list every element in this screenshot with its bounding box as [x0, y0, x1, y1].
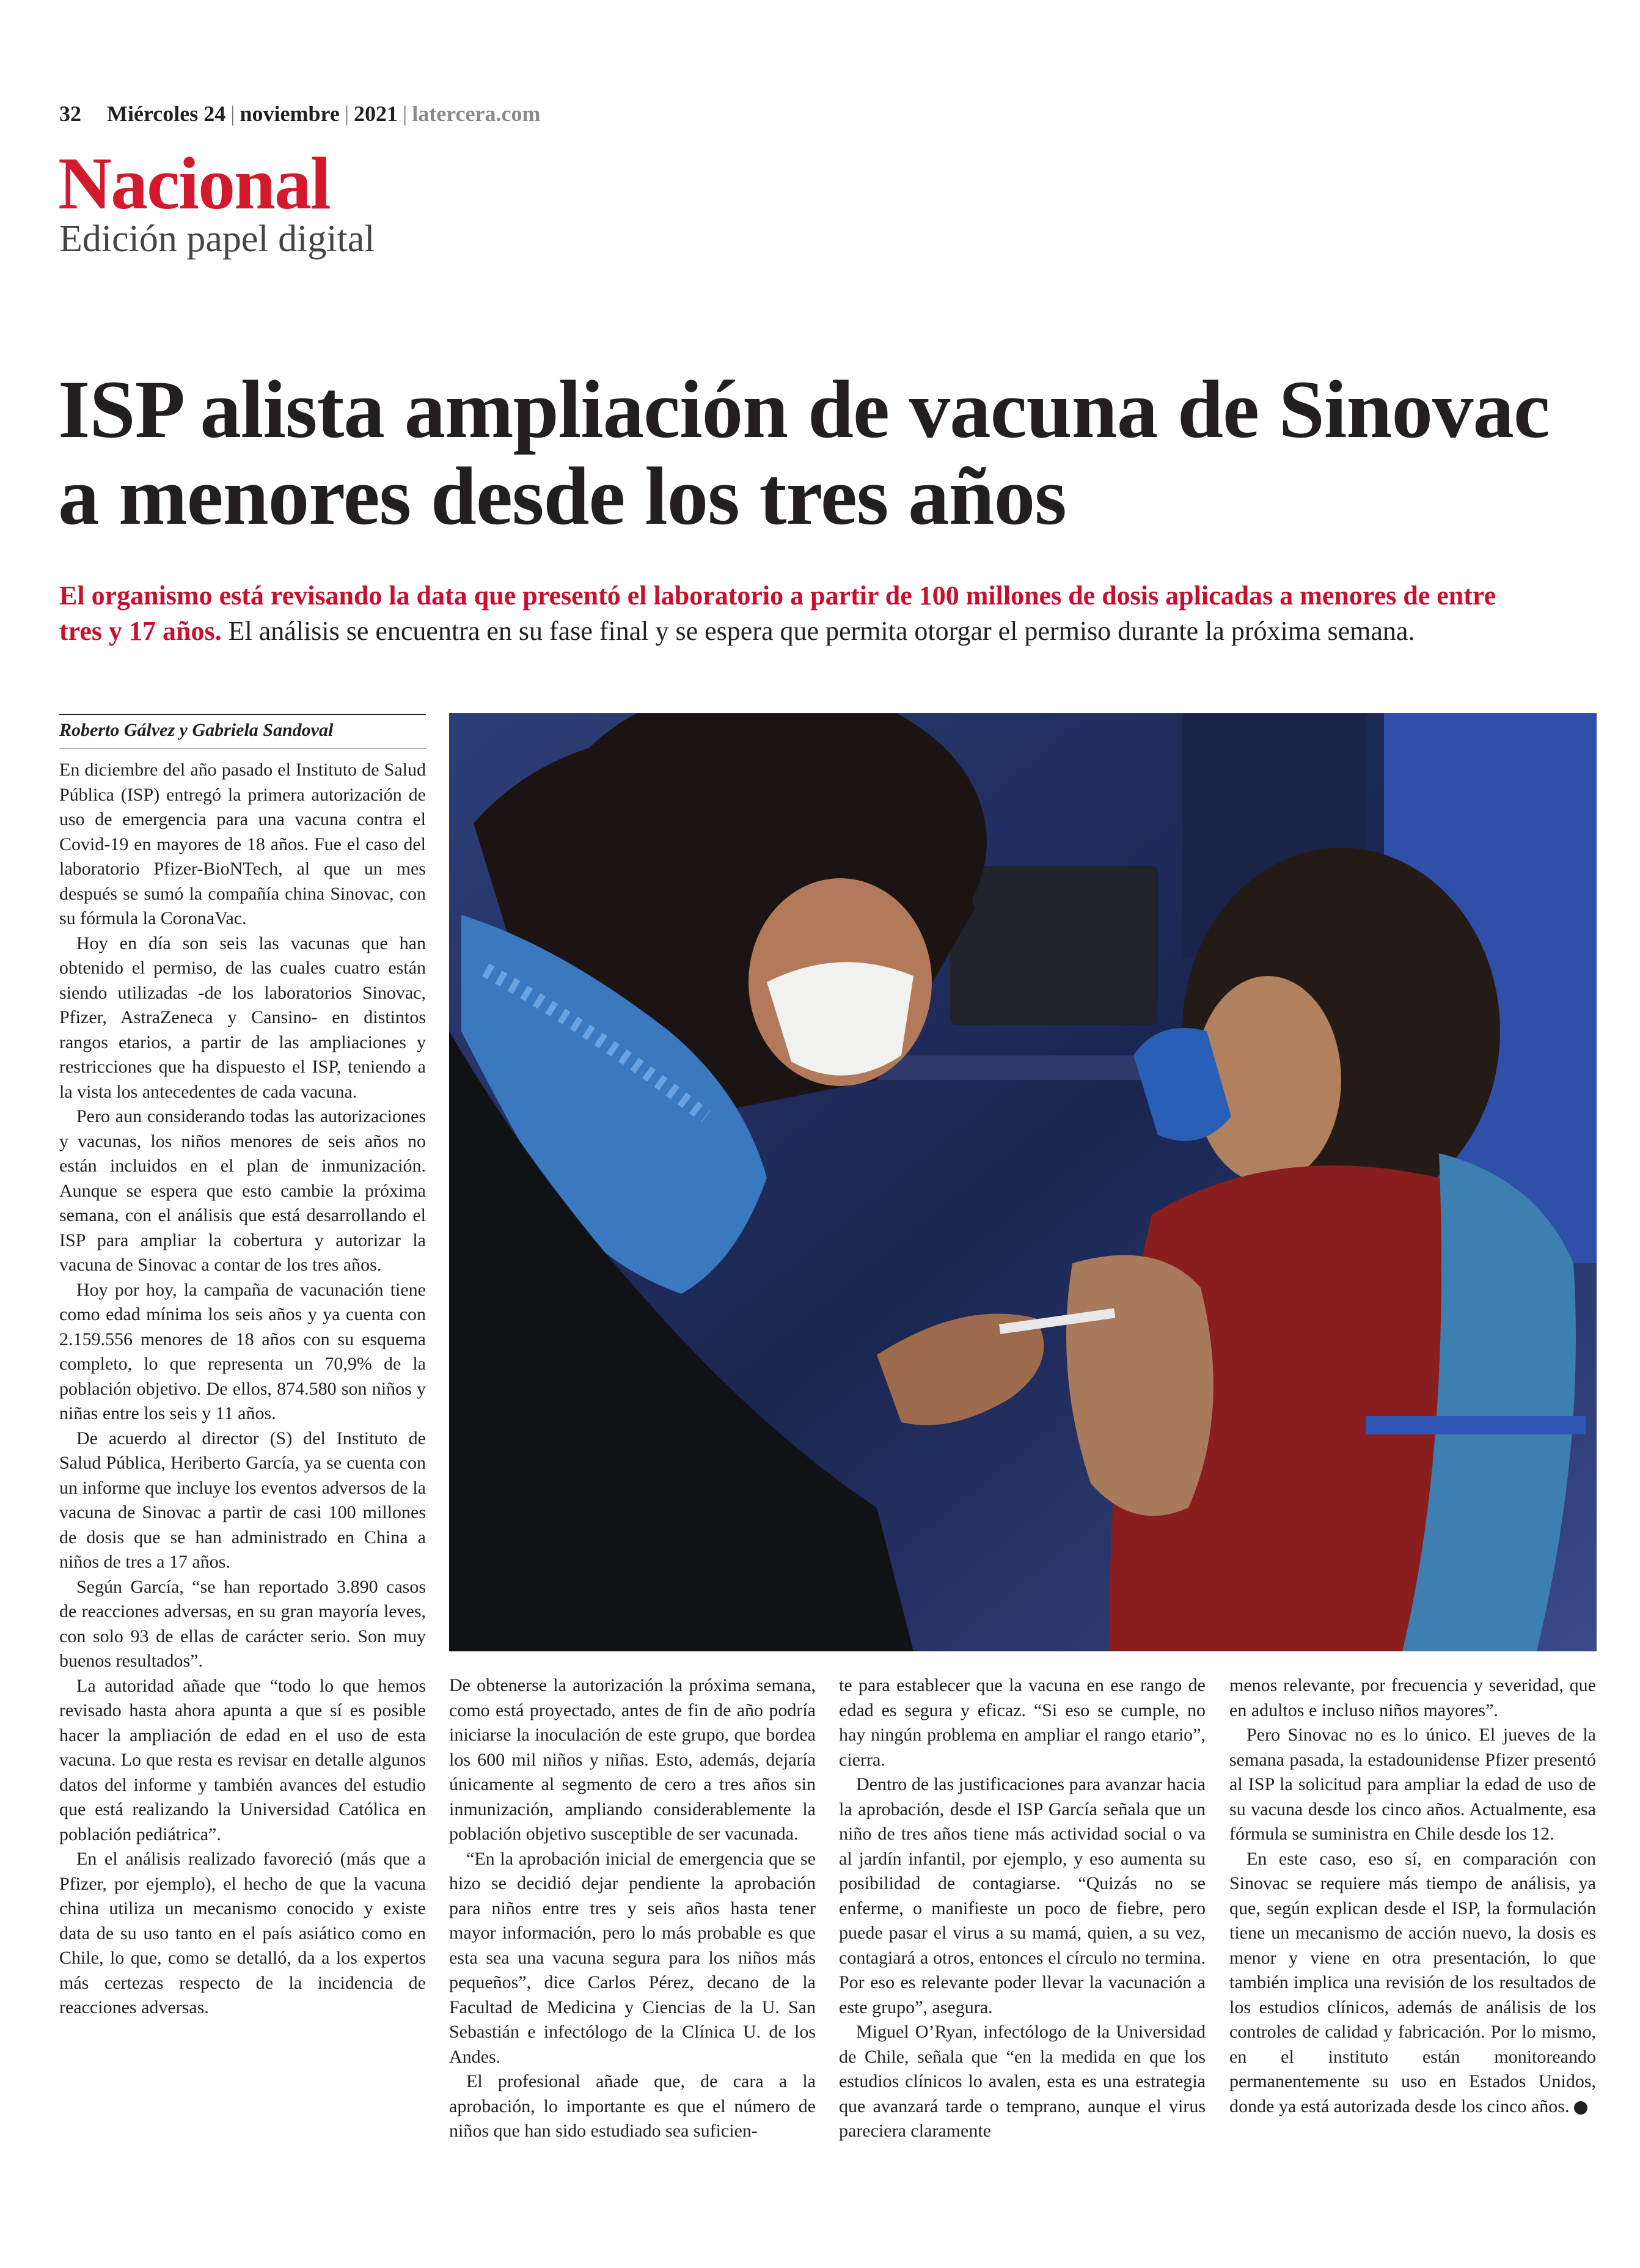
paragraph: De obtenerse la autorización la próxima semana, como está proyectado, antes de fin de año podría iniciarse la inoculación de este grupo, que bordea los 600 mil niños y niñas. Esto, además, dejaría únicamente al segmento de cero a tres años sin inmunización, ampliando considerablemente la población objetivo susceptible de ser vacunada. [449, 1675, 816, 1844]
byline-rule-bottom [59, 748, 426, 749]
paragraph: La autoridad añade que “todo lo que hemos revisado hasta ahora apunta a que sí es posible hacer la ampliación de edad en el uso de esta vacuna. Lo que resta es revisar en detalle algunos datos del informe y también avances del estudio que está realizando la Universidad Católica en población pediátrica”. [59, 1675, 426, 1844]
article-byline: Roberto Gálvez y Gabriela Sandoval [59, 720, 334, 740]
article-headline: ISP alista ampliación de vacuna de Sinovac a menores desde los tres años [58, 364, 1550, 542]
article-column-1 [59, 758, 426, 2020]
paragraph: En el análisis realizado favoreció (más que a Pfizer, por ejemplo), el hecho de que la vacuna china utiliza un mecanismo conocido y existe data de su uso tanto en el país asiático como en Chile, lo que, como se detalló, da a los expertos más certezas respecto de la incidencia de reacciones adversas. [59, 1849, 426, 2017]
deck-text: El análisis se encuentra en su fase final y se espera que permita otorgar el permiso durante la próxima semana. [221, 616, 1415, 646]
paragraph: menos relevante, por frecuencia y severidad, que en adultos e incluso niños mayores”. [1229, 1675, 1596, 1720]
article-column-3 [839, 1673, 1206, 2144]
article-photo [449, 713, 1597, 1651]
end-mark-icon [1574, 2101, 1587, 2115]
paragraph [1229, 1847, 1596, 2119]
paragraph: te para establecer que la vacuna en ese rango de edad es segura y eficaz. “Si eso se cumple, no hay ningún problema en ampliar el rango etario”, cierra. [839, 1675, 1206, 1770]
paragraph: Pero aun considerando todas las autorizaciones y vacunas, los niños menores de seis años no están incluidos en el plan de inmunización. Aunque se espera que esto cambie la próxima semana, con el análisis que está desarrollando el ISP para ampliar la cobertura y autorizar la vacuna de Sinovac a contar de los tres años. [59, 1106, 426, 1275]
paragraph: Según García, “se han reportado 3.890 casos de reacciones adversas, en su gran mayoría leves, con solo 93 de ellas de carácter serio. Son muy buenos resultados”. [59, 1576, 426, 1671]
issue-month: noviembre [240, 101, 340, 126]
paragraph: Miguel O’Ryan, infectólogo de la Universidad de Chile, señala que “en la medida en que los estudios clínicos lo avalen, esta es una estrategia que avanzará tarde o temprano, aunque el virus pareciera claramente [839, 2022, 1206, 2141]
article-deck [59, 578, 1514, 649]
paragraph: El profesional añade que, de cara a la aprobación, lo importante es que el número de niños que han sido estudiado sea suficien- [449, 2071, 816, 2141]
vaccination-photo-illustration [449, 713, 1597, 1651]
paragraph-text: En este caso, eso sí, en comparación con Sinovac se requiere más tiempo de análisis, ya que, según explican desde el ISP, la formulación tiene un mecanismo de acción nuevo, la dosis es menor y viene en otra presentación, lo que también implica una revisión de los resultados de los estudios clínicos, además de análisis de los controles de calidad y fabricación. Por lo mismo, en el instituto están monitoreando permanentemente su uso en Estados Unidos, donde ya está autorizada desde los cinco años. [1229, 1848, 1596, 2116]
section-title: Nacional [58, 142, 330, 225]
paragraph: Pero Sinovac no es lo único. El jueves de la semana pasada, la estadounidense Pfizer presentó al ISP la solicitud para ampliar la edad de uso de su vacuna desde los cinco años. Actualmente, esa fórmula se suministra en Chile desde los 12. [1229, 1725, 1596, 1844]
page-number: 32 [59, 101, 81, 126]
article-column-4 [1229, 1673, 1596, 2119]
issue-year: 2021 [354, 101, 398, 126]
section-subtitle: Edición papel digital [59, 218, 375, 260]
paragraph: Dentro de las justificaciones para avanzar hacia la aprobación, desde el ISP García señala que un niño de tres años tiene más actividad social o va al jardín infantil, por ejemplo, y eso aumenta su posibilidad de contagiarse. “Quizás no se enferme, o manifieste un poco de fiebre, pero puede pasar el virus a su mamá, quien, a su vez, contagiará a otros, entonces el círculo no termina. Por eso es relevante poder llevar la vacunación a este grupo”, asegura. [839, 1774, 1206, 2017]
paragraph: Hoy por hoy, la campaña de vacunación tiene como edad mínima los seis años y ya cuenta con 2.159.556 menores de 18 años con su esquema completo, lo que representa un 70,9% de la población objetivo. De ellos, 874.580 son niños y niñas entre los seis y 11 años. [59, 1279, 426, 1423]
article-column-2 [449, 1673, 816, 2144]
paragraph: Hoy en día son seis las vacunas que han obtenido el permiso, de las cuales cuatro están siendo utilizadas -de los laboratorios Sinovac, Pfizer, AstraZeneca y Cansino- en distintos rangos etarios, a partir de las ampliaciones y restricciones que ha dispuesto el ISP, teniendo a la vista los antecedentes de cada vacuna. [59, 933, 426, 1102]
paragraph: “En la aprobación inicial de emergencia que se hizo se decidió dejar pendiente la aprobación para niños entre tres y seis años hasta tener mayor información, pero lo más probable es que esta sea una vacuna segura para los niños más pequeños”, dice Carlos Pérez, decano de la Facultad de Medicina y Ciencias de la U. San Sebastián e infectólogo de la Clínica U. de los Andes. [449, 1848, 816, 2067]
page-header: 32 Miércoles 24 | noviembre | 2021 | latercera.com [59, 101, 541, 126]
paragraph: En diciembre del año pasado el Instituto de Salud Pública (ISP) entregó la primera autorización de uso de emergencia para una vacuna contra el Covid-19 en mayores de 18 años. Fue el caso del laboratorio Pfizer-BioNTech, al que un mes después se sumó la compañía china Sinovac, con su fórmula la CoronaVac. [59, 760, 426, 928]
issue-day: Miércoles 24 [107, 101, 226, 126]
byline-rule-top [59, 714, 426, 715]
deck-highlight: El organismo está revisando la data que presentó el laboratorio a partir de 100 millones de dosis aplicadas a menores de entre tres y 17 años. [59, 581, 1496, 646]
site-link[interactable]: latercera.com [412, 101, 541, 126]
paragraph: De acuerdo al director (S) del Instituto de Salud Pública, Heriberto García, ya se cuenta con un informe que incluye los eventos adversos de la vacuna de Sinovac a partir de casi 100 millones de dosis que se han administrado en China a niños de tres a 17 años. [59, 1428, 426, 1572]
